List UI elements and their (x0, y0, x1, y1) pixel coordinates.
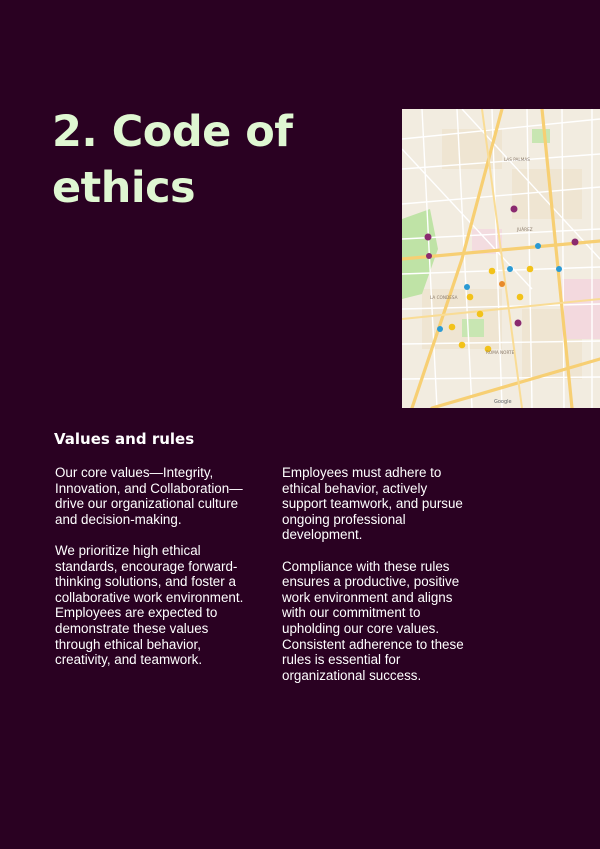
left-column (55, 465, 245, 683)
page-title: 2. Code of ethics (52, 107, 293, 213)
map-label: LAS PALMAS (504, 157, 530, 162)
right-column (282, 465, 472, 699)
paragraph: Employees must adhere to ethical behavior, actively support teamwork, and pursue ongoing professional development. (282, 465, 463, 543)
paragraph: Compliance with these rules ensures a productive, positive work environment and aligns with our commitment to upholding our core values. Consistent adherence to these rules is essential for organizational success. (282, 558, 464, 683)
paragraph: We prioritize high ethical standards, encourage forward-thinking solutions, and foster a collaborative work environment. Employees are expected to demonstrate these values through ethical behavior, creativity, and teamwork. (55, 542, 244, 668)
map-label: JUÁREZ (517, 227, 533, 232)
paragraph: Our core values—Integrity, Innovation, and Collaboration—drive our organizational culture and decision-making. (55, 465, 243, 527)
section-heading: Values and rules (54, 430, 195, 448)
map-image (402, 109, 600, 408)
map-label: LA CONDESA (430, 295, 458, 300)
map-label: ROMA NORTE (486, 350, 515, 355)
map-label: Google (494, 399, 512, 405)
